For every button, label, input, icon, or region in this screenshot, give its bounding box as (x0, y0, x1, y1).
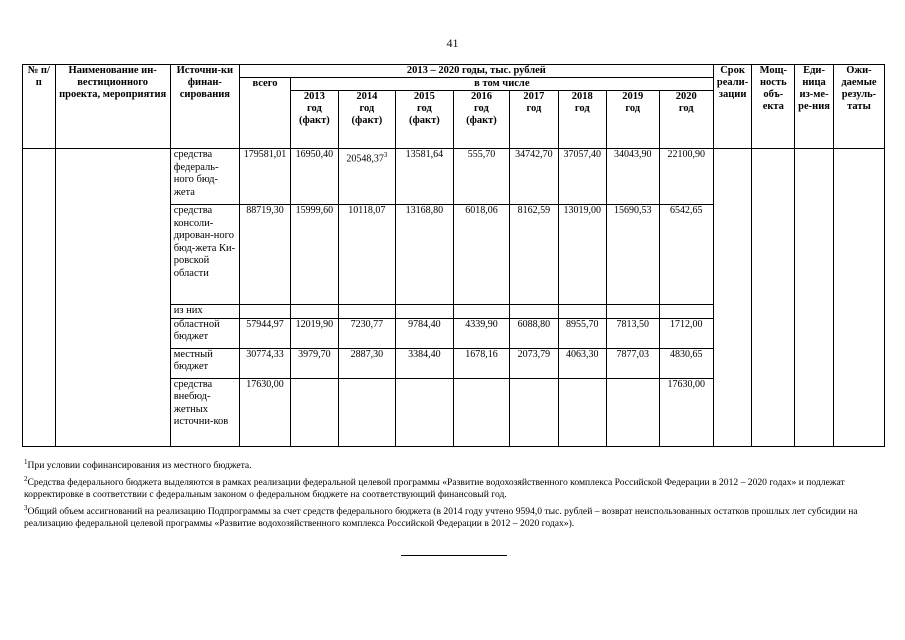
cell-value (606, 305, 659, 319)
header-year-2015: 2015 год (факт) (395, 91, 453, 149)
cell-value: 12019,90 (290, 318, 338, 348)
cell-value: 1712,00 (659, 318, 713, 348)
cell-value: 6018,06 (453, 205, 509, 305)
cell-value: 8955,70 (558, 318, 606, 348)
cell-value (606, 378, 659, 446)
cell-term (713, 149, 752, 447)
cell-value (509, 305, 558, 319)
cell-num (23, 149, 56, 447)
cell-value (395, 305, 453, 319)
cell-value (290, 305, 338, 319)
cell-value: 4339,90 (453, 318, 509, 348)
cell-value: 7230,77 (338, 318, 395, 348)
header-year-2018: 2018 год (558, 91, 606, 149)
cell-value: 13581,64 (395, 149, 453, 205)
header-period: 2013 – 2020 годы, тыс. рублей (240, 65, 714, 78)
cell-value (395, 378, 453, 446)
cell-value (453, 378, 509, 446)
cell-value (453, 305, 509, 319)
cell-value: 34742,70 (509, 149, 558, 205)
cell-value: 22100,90 (659, 149, 713, 205)
cell-value (338, 305, 395, 319)
header-year-2020: 2020 год (659, 91, 713, 149)
header-name: Наименование ин-вестиционного проекта, мероприятия (55, 65, 170, 149)
footnote-ref: 3 (383, 151, 388, 159)
cell-value: 3384,40 (395, 348, 453, 378)
source-consolidated: средства консоли-дирован-ного бюд-жета Ки-ровской области (170, 205, 239, 305)
cell-total: 88719,30 (240, 205, 291, 305)
table-row (23, 149, 885, 205)
cell-value: 17630,00 (659, 378, 713, 446)
cell-value: 9784,40 (395, 318, 453, 348)
cell-total (240, 305, 291, 319)
cell-value: 4830,65 (659, 348, 713, 378)
page-number: 41 (446, 36, 459, 50)
cell-value: 6088,80 (509, 318, 558, 348)
header-num: № п/п (23, 65, 56, 149)
cell-value: 555,70 (453, 149, 509, 205)
cell-value: 15999,60 (290, 205, 338, 305)
cell-value (558, 378, 606, 446)
header-results: Ожи-даемые резуль-таты (833, 65, 884, 149)
cell-value: 3979,70 (290, 348, 338, 378)
header-including: в том числе (290, 78, 713, 91)
cell-value (338, 378, 395, 446)
separator-line (401, 555, 507, 556)
cell-value: 16950,40 (290, 149, 338, 205)
footnote-3: $^3$Общий объем ассигнований на реализацию Подпрограммы за счет средств федерального бюджета (в 2014 году учтено 9594,0 тыс. рублей – возврат неиспользованных остатков прошлых лет субсидии на реализацию федеральной целевой программы «Развитие водохозяйственного комплекса Российской Федерации в 2012 – 2020 годах»). (24, 503, 858, 530)
cell-value: 15690,53 (606, 205, 659, 305)
source-local: местный бюджет (170, 348, 239, 378)
cell-capacity (752, 149, 795, 447)
cell-value (659, 305, 713, 319)
header-unit: Еди-ница из-ме-ре-ния (795, 65, 834, 149)
cell-value: 8162,59 (509, 205, 558, 305)
header-total: всего (240, 78, 291, 149)
header-year-2016: 2016 год (факт) (453, 91, 509, 149)
cell-total: 57944,97 (240, 318, 291, 348)
header-sources: Источни-ки финан-сирования (170, 65, 239, 149)
cell-value (509, 378, 558, 446)
cell-value: 1678,16 (453, 348, 509, 378)
cell-value: 10118,07 (338, 205, 395, 305)
cell-value: 6542,65 (659, 205, 713, 305)
footnote-1: $^1$При условии софинансирования из местного бюджета. (24, 458, 252, 472)
cell-total: 179581,01 (240, 149, 291, 205)
cell-unit (795, 149, 834, 447)
header-year-2013: 2013 год (факт) (290, 91, 338, 149)
financing-table (22, 64, 885, 447)
cell-value: 7813,50 (606, 318, 659, 348)
cell-value (558, 305, 606, 319)
cell-value: 4063,30 (558, 348, 606, 378)
source-regional: областной бюджет (170, 318, 239, 348)
cell-total: 17630,00 (240, 378, 291, 446)
footnote-2: $^2$Средства федерального бюджета выделяются в рамках реализации федеральной целевой программы «Развитие водохозяйственного комплекса Российской Федерации в 2012 – 2020 годах» и подлежат корректировке в соответствии с федеральным законом о федеральном бюджете на соответствующий финансовый год. (24, 474, 845, 501)
source-of-which: из них (170, 305, 239, 319)
footnotes (24, 456, 884, 531)
cell-value: 20548,37$^3$ (338, 149, 395, 205)
source-extrabudgetary: средства внебюд-жетных источни-ков (170, 378, 239, 446)
cell-value: 2073,79 (509, 348, 558, 378)
cell-results (833, 149, 884, 447)
cell-value: 37057,40 (558, 149, 606, 205)
cell-value: 7877,03 (606, 348, 659, 378)
source-federal: средства федераль-ного бюд-жета (170, 149, 239, 205)
cell-project-name (55, 149, 170, 447)
cell-value (290, 378, 338, 446)
header-term: Срок реали-зации (713, 65, 752, 149)
cell-value: 34043,90 (606, 149, 659, 205)
cell-value: 13019,00 (558, 205, 606, 305)
header-year-2014: 2014 год (факт) (338, 91, 395, 149)
cell-total: 30774,33 (240, 348, 291, 378)
header-year-2017: 2017 год (509, 91, 558, 149)
header-year-2019: 2019 год (606, 91, 659, 149)
header-capacity: Мощ-ность объ-екта (752, 65, 795, 149)
cell-value: 13168,80 (395, 205, 453, 305)
cell-value: 2887,30 (338, 348, 395, 378)
